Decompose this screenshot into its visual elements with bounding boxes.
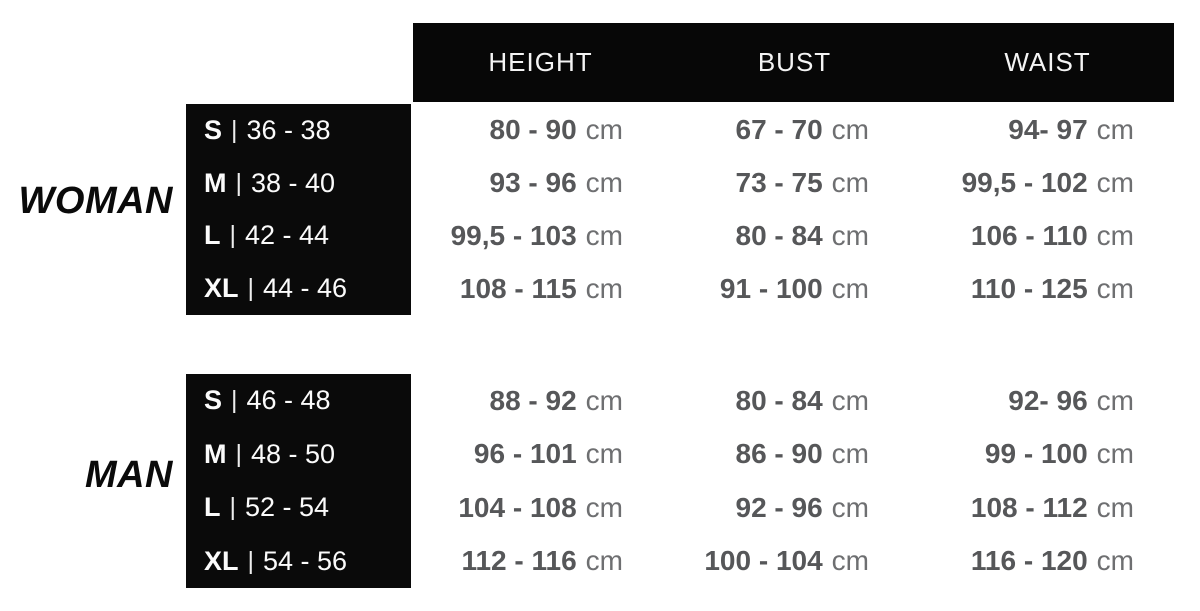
woman-l-height — [413, 210, 668, 263]
size-separator: | — [231, 386, 238, 415]
value-unit: cm — [1096, 272, 1134, 304]
size-eu-range: 46 - 48 — [246, 385, 331, 416]
value-number: 92- 96 — [1008, 384, 1088, 416]
section-label-man: MAN — [84, 454, 173, 496]
woman-m-bust — [668, 157, 921, 210]
size-letter: M — [204, 167, 227, 198]
size-separator: | — [235, 439, 242, 468]
man-m-height — [413, 428, 668, 482]
table-row — [413, 481, 1174, 535]
value-number: 86 - 90 — [735, 438, 823, 470]
size-badge-woman-xl — [186, 262, 411, 315]
size-badge-man-s — [186, 374, 411, 428]
size-eu-range: 42 - 44 — [245, 220, 330, 251]
man-l-bust — [668, 481, 921, 535]
woman-m-waist — [921, 157, 1174, 210]
woman-m-height — [413, 157, 668, 210]
man-m-waist — [921, 428, 1174, 482]
woman-xl-bust — [668, 262, 921, 315]
size-separator: | — [231, 115, 238, 144]
value-number: 80 - 90 — [489, 114, 577, 146]
man-s-height — [413, 374, 668, 428]
size-letter: S — [204, 114, 223, 145]
value-unit: cm — [831, 438, 869, 470]
size-separator: | — [247, 274, 255, 303]
man-l-waist — [921, 481, 1174, 535]
value-number: 73 - 75 — [735, 167, 823, 199]
man-size-box — [186, 374, 411, 588]
table-row — [413, 428, 1174, 482]
value-number: 94- 97 — [1008, 114, 1088, 146]
size-letter: S — [204, 385, 223, 416]
size-letter: L — [204, 220, 221, 251]
size-eu-range: 48 - 50 — [251, 438, 336, 469]
value-number: 80 - 84 — [735, 384, 823, 416]
value-unit: cm — [585, 545, 623, 577]
value-number: 88 - 92 — [489, 384, 577, 416]
man-s-waist — [921, 374, 1174, 428]
value-number: 67 - 70 — [735, 114, 823, 146]
size-badge-man-xl — [186, 535, 411, 589]
value-unit: cm — [585, 167, 623, 199]
woman-l-waist — [921, 210, 1174, 263]
value-unit: cm — [585, 491, 623, 523]
woman-xl-waist — [921, 262, 1174, 315]
size-separator: | — [229, 493, 236, 522]
value-unit: cm — [585, 384, 623, 416]
size-eu-range: 36 - 38 — [246, 114, 331, 145]
woman-s-bust — [668, 104, 921, 157]
size-badge-woman-l — [186, 210, 411, 263]
value-unit: cm — [585, 219, 623, 251]
value-unit: cm — [1096, 545, 1134, 577]
man-m-bust — [668, 428, 921, 482]
man-xl-bust — [668, 535, 921, 589]
man-s-bust — [668, 374, 921, 428]
woman-l-bust — [668, 210, 921, 263]
size-badge-woman-s — [186, 104, 411, 157]
woman-s-waist — [921, 104, 1174, 157]
table-row — [413, 374, 1174, 428]
size-letter: L — [204, 492, 221, 523]
value-number: 112 - 116 — [461, 545, 577, 577]
column-header-waist: WAIST — [1004, 47, 1091, 77]
table-header — [413, 23, 1174, 102]
value-unit: cm — [1096, 491, 1134, 523]
size-eu-range: 54 - 56 — [263, 545, 348, 576]
value-unit: cm — [831, 491, 869, 523]
table-row — [413, 535, 1174, 589]
size-letter: M — [204, 438, 227, 469]
value-number: 96 - 101 — [473, 438, 577, 470]
value-unit: cm — [831, 545, 869, 577]
value-number: 110 - 125 — [970, 272, 1088, 304]
column-header-bust: BUST — [757, 47, 832, 77]
man-xl-waist — [921, 535, 1174, 589]
man-xl-height — [413, 535, 668, 589]
table-row — [413, 104, 1174, 157]
value-unit: cm — [1096, 167, 1134, 199]
value-number: 108 - 112 — [970, 491, 1088, 523]
woman-size-box — [186, 104, 411, 315]
value-number: 80 - 84 — [735, 219, 823, 251]
value-unit: cm — [831, 384, 869, 416]
value-unit: cm — [1096, 438, 1134, 470]
value-number: 99 - 100 — [984, 438, 1088, 470]
value-number: 92 - 96 — [735, 491, 823, 523]
value-unit: cm — [585, 438, 623, 470]
value-unit: cm — [585, 114, 623, 146]
size-eu-range: 38 - 40 — [251, 167, 336, 198]
size-letter: XL — [204, 545, 239, 576]
value-number: 104 - 108 — [458, 491, 577, 523]
value-unit: cm — [1096, 384, 1134, 416]
section-label-woman: WOMAN — [18, 180, 173, 222]
table-row — [413, 210, 1174, 263]
size-eu-range: 52 - 54 — [245, 492, 330, 523]
value-number: 93 - 96 — [489, 167, 577, 199]
woman-measurements — [413, 104, 1174, 315]
value-number: 99,5 - 103 — [450, 219, 577, 251]
size-badge-man-m — [186, 428, 411, 482]
size-badge-man-l — [186, 481, 411, 535]
value-number: 99,5 - 102 — [961, 167, 1088, 199]
size-badge-woman-m — [186, 157, 411, 210]
woman-xl-height — [413, 262, 668, 315]
value-unit: cm — [585, 272, 623, 304]
table-row — [413, 157, 1174, 210]
value-number: 106 - 110 — [970, 219, 1088, 251]
value-unit: cm — [1096, 219, 1134, 251]
value-number: 100 - 104 — [704, 545, 823, 577]
size-letter: XL — [204, 273, 239, 304]
man-l-height — [413, 481, 668, 535]
value-unit: cm — [831, 167, 869, 199]
value-number: 116 - 120 — [970, 545, 1088, 577]
value-unit: cm — [1096, 114, 1134, 146]
size-eu-range: 44 - 46 — [263, 273, 348, 304]
table-row — [413, 262, 1174, 315]
value-unit: cm — [831, 272, 869, 304]
column-header-height: HEIGHT — [488, 47, 593, 77]
value-unit: cm — [831, 114, 869, 146]
size-separator: | — [229, 221, 236, 250]
value-number: 91 - 100 — [719, 272, 823, 304]
size-separator: | — [235, 168, 242, 197]
woman-s-height — [413, 104, 668, 157]
man-measurements — [413, 374, 1174, 588]
value-unit: cm — [831, 219, 869, 251]
size-separator: | — [247, 546, 255, 575]
value-number: 108 - 115 — [459, 272, 577, 304]
